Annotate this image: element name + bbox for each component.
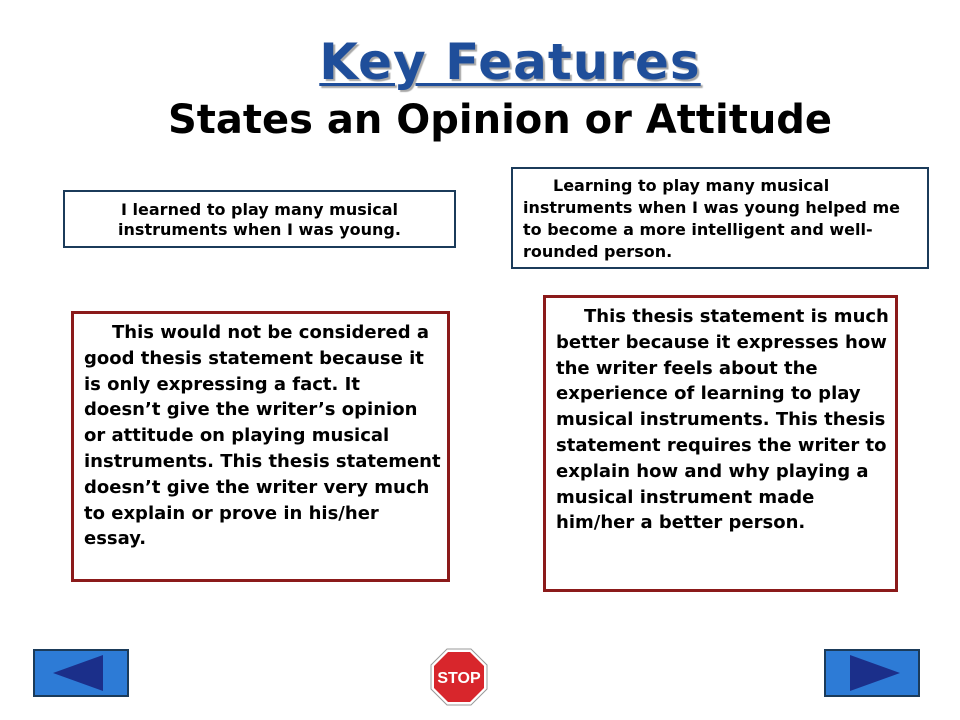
stop-label: STOP	[437, 670, 481, 687]
slide-subtitle: States an Opinion or Attitude	[167, 97, 833, 143]
stop-sign-icon	[430, 648, 488, 706]
stop-button[interactable]	[430, 648, 488, 706]
strong-explanation-box: This thesis statement is much better because it expresses how the writer feels about the experience of learning to play musical instruments. This thesis statement requires the writer to explain how and why playing a musical instrument made him/her a better person.	[543, 295, 898, 592]
right-triangle-icon	[826, 651, 918, 695]
next-slide-button[interactable]	[824, 649, 920, 697]
weak-thesis-box: I learned to play many musical instruments when I was young.	[63, 190, 456, 248]
slide-title: Key Features	[319, 33, 701, 91]
strong-thesis-box: Learning to play many musical instruments when I was young helped me to become a more intelligent and well-rounded person.	[511, 167, 929, 269]
left-triangle-icon	[35, 651, 127, 695]
previous-slide-button[interactable]	[33, 649, 129, 697]
weak-explanation-box: This would not be considered a good thesis statement because it is only expressing a fact. It doesn’t give the writer’s opinion or attitude on playing musical instruments. This thesis statement doesn’t give the writer very much to explain or prove in his/her essay.	[71, 311, 450, 582]
